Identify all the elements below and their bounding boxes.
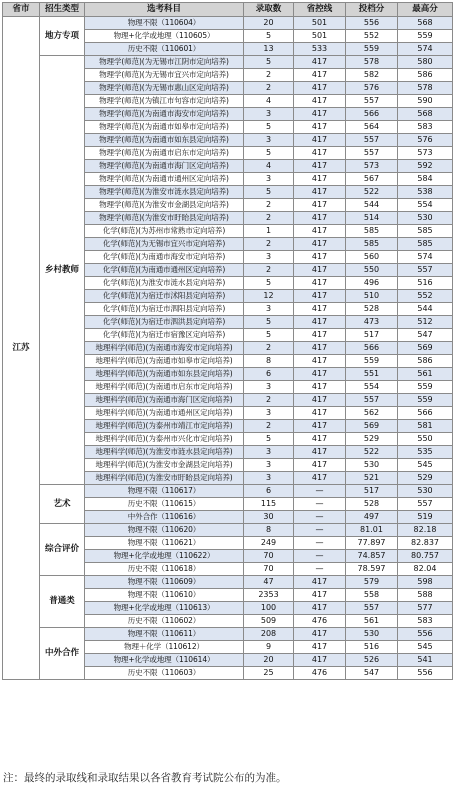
province-cell: 江苏 — [3, 17, 40, 680]
control-line-cell: 417 — [294, 212, 346, 225]
control-line-cell: 417 — [294, 329, 346, 342]
admission-type-cell: 中外合作 — [40, 628, 85, 680]
filing-score-cell: 526 — [346, 654, 398, 667]
max-score-cell: 598 — [398, 576, 453, 589]
subject-cell: 地理科学(师范)(为泰州市靖江市定向培养) — [85, 420, 244, 433]
control-line-cell: 417 — [294, 381, 346, 394]
max-score-cell: 541 — [398, 654, 453, 667]
max-score-cell: 592 — [398, 160, 453, 173]
max-score-cell: 568 — [398, 108, 453, 121]
subject-cell: 物理不限（110617） — [85, 485, 244, 498]
max-score-cell: 566 — [398, 407, 453, 420]
header-control-line: 省控线 — [294, 3, 346, 17]
control-line-cell: 417 — [294, 134, 346, 147]
control-line-cell: 417 — [294, 602, 346, 615]
control-line-cell: 417 — [294, 225, 346, 238]
control-line-cell: 417 — [294, 108, 346, 121]
control-line-cell: 417 — [294, 160, 346, 173]
control-line-cell: 417 — [294, 472, 346, 485]
admitted-count-cell: 3 — [244, 407, 294, 420]
control-line-cell: — — [294, 524, 346, 537]
subject-cell: 化学(师范)(为苏州市常熟市定向培养) — [85, 225, 244, 238]
max-score-cell: 535 — [398, 446, 453, 459]
subject-cell: 化学(师范)(为宿迁市沭阳县定向培养) — [85, 290, 244, 303]
filing-score-cell: 566 — [346, 108, 398, 121]
admitted-count-cell: 2 — [244, 420, 294, 433]
control-line-cell: 417 — [294, 641, 346, 654]
filing-score-cell: 528 — [346, 498, 398, 511]
admitted-count-cell: 2 — [244, 264, 294, 277]
filing-score-cell: 81.01 — [346, 524, 398, 537]
admitted-count-cell: 3 — [244, 303, 294, 316]
control-line-cell: 417 — [294, 355, 346, 368]
control-line-cell: — — [294, 498, 346, 511]
admitted-count-cell: 5 — [244, 186, 294, 199]
max-score-cell: 583 — [398, 121, 453, 134]
control-line-cell: 417 — [294, 316, 346, 329]
subject-cell: 物理+化学或地理（110605） — [85, 30, 244, 43]
header-admitted-count: 录取数 — [244, 3, 294, 17]
subject-cell: 物理学(师范)(为南通市海门区定向培养) — [85, 160, 244, 173]
max-score-cell: 82.837 — [398, 537, 453, 550]
admitted-count-cell: 13 — [244, 43, 294, 56]
max-score-cell: 519 — [398, 511, 453, 524]
admitted-count-cell: 5 — [244, 433, 294, 446]
admitted-count-cell: 20 — [244, 654, 294, 667]
filing-score-cell: 562 — [346, 407, 398, 420]
admitted-count-cell: 5 — [244, 56, 294, 69]
max-score-cell: 545 — [398, 641, 453, 654]
admitted-count-cell: 3 — [244, 459, 294, 472]
control-line-cell: 417 — [294, 459, 346, 472]
table-row — [3, 56, 453, 69]
subject-cell: 化学(师范)(为宿迁市泗洪县定向培养) — [85, 316, 244, 329]
subject-cell: 地理科学(师范)(为泰州市兴化市定向培养) — [85, 433, 244, 446]
control-line-cell: 533 — [294, 43, 346, 56]
filing-score-cell: 566 — [346, 342, 398, 355]
admission-type-cell: 综合评价 — [40, 524, 85, 576]
control-line-cell: 417 — [294, 251, 346, 264]
filing-score-cell: 77.897 — [346, 537, 398, 550]
subject-cell: 历史不限（110615） — [85, 498, 244, 511]
control-line-cell: 417 — [294, 277, 346, 290]
subject-cell: 物理学(师范)(为南通市如东县定向培养) — [85, 134, 244, 147]
table-row — [3, 17, 453, 30]
max-score-cell: 552 — [398, 290, 453, 303]
admitted-count-cell: 208 — [244, 628, 294, 641]
subject-cell: 物理+化学或地理（110613） — [85, 602, 244, 615]
max-score-cell: 544 — [398, 303, 453, 316]
admitted-count-cell: 70 — [244, 563, 294, 576]
admitted-count-cell: 2 — [244, 342, 294, 355]
control-line-cell: — — [294, 563, 346, 576]
subject-cell: 物理不限（110611） — [85, 628, 244, 641]
max-score-cell: 82.18 — [398, 524, 453, 537]
admitted-count-cell: 5 — [244, 30, 294, 43]
subject-cell: 化学(师范)(为宿迁市宿豫区定向培养) — [85, 329, 244, 342]
admitted-count-cell: 249 — [244, 537, 294, 550]
filing-score-cell: 556 — [346, 17, 398, 30]
filing-score-cell: 528 — [346, 303, 398, 316]
admitted-count-cell: 4 — [244, 95, 294, 108]
filing-score-cell: 557 — [346, 394, 398, 407]
subject-cell: 化学(师范)(为无锡市宜兴市定向培养) — [85, 238, 244, 251]
max-score-cell: 538 — [398, 186, 453, 199]
max-score-cell: 578 — [398, 82, 453, 95]
admitted-count-cell: 115 — [244, 498, 294, 511]
subject-cell: 地理科学(师范)(为淮安市金湖县定向培养) — [85, 459, 244, 472]
control-line-cell: 417 — [294, 238, 346, 251]
max-score-cell: 556 — [398, 667, 453, 680]
admitted-count-cell: 8 — [244, 355, 294, 368]
filing-score-cell: 510 — [346, 290, 398, 303]
subject-cell: 物理不限（110609） — [85, 576, 244, 589]
filing-score-cell: 497 — [346, 511, 398, 524]
subject-cell: 物理不限（110621） — [85, 537, 244, 550]
subject-cell: 地理科学(师范)(为南通市如东县定向培养) — [85, 368, 244, 381]
admitted-count-cell: 5 — [244, 147, 294, 160]
admitted-count-cell: 3 — [244, 251, 294, 264]
filing-score-cell: 552 — [346, 30, 398, 43]
control-line-cell: 417 — [294, 589, 346, 602]
subject-cell: 物理＋化学（110612） — [85, 641, 244, 654]
subject-cell: 物理学(师范)(为无锡市惠山区定向培养) — [85, 82, 244, 95]
admitted-count-cell: 6 — [244, 368, 294, 381]
max-score-cell: 568 — [398, 17, 453, 30]
filing-score-cell: 579 — [346, 576, 398, 589]
filing-score-cell: 514 — [346, 212, 398, 225]
subject-cell: 历史不限（110618） — [85, 563, 244, 576]
admitted-count-cell: 4 — [244, 160, 294, 173]
filing-score-cell: 517 — [346, 329, 398, 342]
control-line-cell: 501 — [294, 30, 346, 43]
header-province: 省市 — [3, 3, 40, 17]
admitted-count-cell: 2 — [244, 199, 294, 212]
control-line-cell: 417 — [294, 654, 346, 667]
admission-type-cell: 艺术 — [40, 485, 85, 524]
admission-type-cell: 普通类 — [40, 576, 85, 628]
filing-score-cell: 576 — [346, 82, 398, 95]
subject-cell: 物理学(师范)(为无锡市江阴市定向培养) — [85, 56, 244, 69]
filing-score-cell: 522 — [346, 446, 398, 459]
subject-cell: 历史不限（110602） — [85, 615, 244, 628]
subject-cell: 地理科学(师范)(为淮安市盱眙县定向培养) — [85, 472, 244, 485]
max-score-cell: 585 — [398, 238, 453, 251]
admitted-count-cell: 9 — [244, 641, 294, 654]
subject-cell: 物理学(师范)(为南通市通州区定向培养) — [85, 173, 244, 186]
filing-score-cell: 74.857 — [346, 550, 398, 563]
max-score-cell: 512 — [398, 316, 453, 329]
filing-score-cell: 557 — [346, 602, 398, 615]
control-line-cell: 417 — [294, 264, 346, 277]
filing-score-cell: 578 — [346, 56, 398, 69]
admitted-count-cell: 3 — [244, 446, 294, 459]
control-line-cell: 417 — [294, 173, 346, 186]
filing-score-cell: 558 — [346, 589, 398, 602]
filing-score-cell: 547 — [346, 667, 398, 680]
max-score-cell: 581 — [398, 420, 453, 433]
max-score-cell: 554 — [398, 199, 453, 212]
filing-score-cell: 551 — [346, 368, 398, 381]
subject-cell: 物理+化学或地理（110614） — [85, 654, 244, 667]
control-line-cell: 417 — [294, 420, 346, 433]
filing-score-cell: 559 — [346, 43, 398, 56]
admitted-count-cell: 3 — [244, 134, 294, 147]
control-line-cell: 417 — [294, 576, 346, 589]
max-score-cell: 556 — [398, 628, 453, 641]
subject-cell: 物理+化学或地理（110622） — [85, 550, 244, 563]
admission-type-cell: 地方专项 — [40, 17, 85, 56]
control-line-cell: 417 — [294, 433, 346, 446]
admitted-count-cell: 20 — [244, 17, 294, 30]
filing-score-cell: 564 — [346, 121, 398, 134]
control-line-cell: 417 — [294, 95, 346, 108]
filing-score-cell: 529 — [346, 433, 398, 446]
filing-score-cell: 557 — [346, 95, 398, 108]
filing-score-cell: 567 — [346, 173, 398, 186]
control-line-cell: 417 — [294, 368, 346, 381]
max-score-cell: 580 — [398, 56, 453, 69]
subject-cell: 物理学(师范)(为无锡市宜兴市定向培养) — [85, 69, 244, 82]
max-score-cell: 574 — [398, 43, 453, 56]
filing-score-cell: 582 — [346, 69, 398, 82]
table-row — [3, 576, 453, 589]
control-line-cell: — — [294, 537, 346, 550]
header-filing-score: 投档分 — [346, 3, 398, 17]
admitted-count-cell: 3 — [244, 472, 294, 485]
max-score-cell: 569 — [398, 342, 453, 355]
filing-score-cell: 550 — [346, 264, 398, 277]
control-line-cell: 476 — [294, 615, 346, 628]
control-line-cell: 501 — [294, 17, 346, 30]
subject-cell: 地理科学(师范)(为淮安市涟水县定向培养) — [85, 446, 244, 459]
subject-cell: 历史不限（110601） — [85, 43, 244, 56]
control-line-cell: 417 — [294, 199, 346, 212]
filing-score-cell: 554 — [346, 381, 398, 394]
subject-cell: 物理不限（110610） — [85, 589, 244, 602]
admitted-count-cell: 100 — [244, 602, 294, 615]
control-line-cell: 417 — [294, 147, 346, 160]
max-score-cell: 559 — [398, 30, 453, 43]
max-score-cell: 573 — [398, 147, 453, 160]
control-line-cell: 417 — [294, 446, 346, 459]
filing-score-cell: 585 — [346, 225, 398, 238]
subject-cell: 物理学(师范)(为淮安市盱眙县定向培养) — [85, 212, 244, 225]
max-score-cell: 529 — [398, 472, 453, 485]
admitted-count-cell: 2 — [244, 69, 294, 82]
max-score-cell: 516 — [398, 277, 453, 290]
max-score-cell: 559 — [398, 394, 453, 407]
admitted-count-cell: 2353 — [244, 589, 294, 602]
max-score-cell: 585 — [398, 225, 453, 238]
filing-score-cell: 521 — [346, 472, 398, 485]
control-line-cell: 417 — [294, 628, 346, 641]
subject-cell: 化学(师范)(为淮安市涟水县定向培养) — [85, 277, 244, 290]
subject-cell: 地理科学(师范)(为南通市海安市定向培养) — [85, 342, 244, 355]
filing-score-cell: 516 — [346, 641, 398, 654]
max-score-cell: 547 — [398, 329, 453, 342]
max-score-cell: 530 — [398, 212, 453, 225]
admitted-count-cell: 5 — [244, 121, 294, 134]
max-score-cell: 584 — [398, 173, 453, 186]
filing-score-cell: 78.597 — [346, 563, 398, 576]
filing-score-cell: 561 — [346, 615, 398, 628]
admitted-count-cell: 5 — [244, 277, 294, 290]
admitted-count-cell: 1 — [244, 225, 294, 238]
subject-cell: 化学(师范)(为宿迁市泗阳县定向培养) — [85, 303, 244, 316]
max-score-cell: 545 — [398, 459, 453, 472]
subject-cell: 物理不限（110604） — [85, 17, 244, 30]
subject-cell: 地理科学(师范)(为南通市通州区定向培养) — [85, 407, 244, 420]
admitted-count-cell: 3 — [244, 108, 294, 121]
max-score-cell: 588 — [398, 589, 453, 602]
max-score-cell: 590 — [398, 95, 453, 108]
admitted-count-cell: 2 — [244, 394, 294, 407]
admitted-count-cell: 509 — [244, 615, 294, 628]
max-score-cell: 557 — [398, 264, 453, 277]
subject-cell: 物理学(师范)(为南通市海安市定向培养) — [85, 108, 244, 121]
filing-score-cell: 473 — [346, 316, 398, 329]
admitted-count-cell: 3 — [244, 173, 294, 186]
filing-score-cell: 560 — [346, 251, 398, 264]
control-line-cell: 417 — [294, 121, 346, 134]
subject-cell: 物理学(师范)(为淮安市涟水县定向培养) — [85, 186, 244, 199]
filing-score-cell: 573 — [346, 160, 398, 173]
table-row — [3, 485, 453, 498]
control-line-cell: 417 — [294, 394, 346, 407]
max-score-cell: 559 — [398, 381, 453, 394]
filing-score-cell: 517 — [346, 485, 398, 498]
filing-score-cell: 557 — [346, 134, 398, 147]
subject-cell: 物理学(师范)(为南通市如皋市定向培养) — [85, 121, 244, 134]
admitted-count-cell: 2 — [244, 82, 294, 95]
max-score-cell: 550 — [398, 433, 453, 446]
filing-score-cell: 569 — [346, 420, 398, 433]
admitted-count-cell: 2 — [244, 212, 294, 225]
subject-cell: 中外合作（110616） — [85, 511, 244, 524]
subject-cell: 化学(师范)(为南通市海安市定向培养) — [85, 251, 244, 264]
filing-score-cell: 496 — [346, 277, 398, 290]
control-line-cell: 417 — [294, 82, 346, 95]
max-score-cell: 576 — [398, 134, 453, 147]
table-row — [3, 628, 453, 641]
control-line-cell: — — [294, 550, 346, 563]
admitted-count-cell: 3 — [244, 381, 294, 394]
filing-score-cell: 544 — [346, 199, 398, 212]
filing-score-cell: 557 — [346, 147, 398, 160]
subject-cell: 物理学(师范)(为镇江市句容市定向培养) — [85, 95, 244, 108]
max-score-cell: 574 — [398, 251, 453, 264]
footnote: 注：最终的录取线和录取结果以各省教育考试院公布的为准。 — [3, 772, 287, 784]
admission-scores-table — [2, 2, 453, 680]
subject-cell: 地理科学(师范)(为南通市启东市定向培养) — [85, 381, 244, 394]
table-row — [3, 524, 453, 537]
admitted-count-cell: 5 — [244, 329, 294, 342]
max-score-cell: 530 — [398, 485, 453, 498]
subject-cell: 物理学(师范)(为淮安市金湖县定向培养) — [85, 199, 244, 212]
subject-cell: 物理学(师范)(为南通市启东市定向培养) — [85, 147, 244, 160]
header-admission-type: 招生类型 — [40, 3, 85, 17]
header-max-score: 最高分 — [398, 3, 453, 17]
admitted-count-cell: 5 — [244, 316, 294, 329]
control-line-cell: 417 — [294, 303, 346, 316]
max-score-cell: 80.757 — [398, 550, 453, 563]
admitted-count-cell: 25 — [244, 667, 294, 680]
admitted-count-cell: 6 — [244, 485, 294, 498]
admission-type-cell: 乡村教师 — [40, 56, 85, 485]
control-line-cell: 417 — [294, 407, 346, 420]
filing-score-cell: 585 — [346, 238, 398, 251]
max-score-cell: 577 — [398, 602, 453, 615]
subject-cell: 地理科学(师范)(为南通市如皋市定向培养) — [85, 355, 244, 368]
table-body — [3, 17, 453, 680]
control-line-cell: — — [294, 511, 346, 524]
max-score-cell: 586 — [398, 355, 453, 368]
control-line-cell: 417 — [294, 69, 346, 82]
control-line-cell: 417 — [294, 56, 346, 69]
filing-score-cell: 530 — [346, 459, 398, 472]
filing-score-cell: 559 — [346, 355, 398, 368]
admitted-count-cell: 30 — [244, 511, 294, 524]
table-header-row — [3, 3, 453, 17]
filing-score-cell: 530 — [346, 628, 398, 641]
admitted-count-cell: 12 — [244, 290, 294, 303]
max-score-cell: 586 — [398, 69, 453, 82]
subject-cell: 化学(师范)(为南通市通州区定向培养) — [85, 264, 244, 277]
admitted-count-cell: 70 — [244, 550, 294, 563]
max-score-cell: 557 — [398, 498, 453, 511]
control-line-cell: 417 — [294, 186, 346, 199]
header-subjects: 选考科目 — [85, 3, 244, 17]
subject-cell: 物理不限（110620） — [85, 524, 244, 537]
control-line-cell: 417 — [294, 342, 346, 355]
subject-cell: 历史不限（110603） — [85, 667, 244, 680]
filing-score-cell: 522 — [346, 186, 398, 199]
control-line-cell: — — [294, 485, 346, 498]
max-score-cell: 561 — [398, 368, 453, 381]
admitted-count-cell: 8 — [244, 524, 294, 537]
control-line-cell: 417 — [294, 290, 346, 303]
max-score-cell: 583 — [398, 615, 453, 628]
subject-cell: 地理科学(师范)(为南通市海门区定向培养) — [85, 394, 244, 407]
admitted-count-cell: 2 — [244, 238, 294, 251]
control-line-cell: 476 — [294, 667, 346, 680]
admitted-count-cell: 47 — [244, 576, 294, 589]
max-score-cell: 82.04 — [398, 563, 453, 576]
